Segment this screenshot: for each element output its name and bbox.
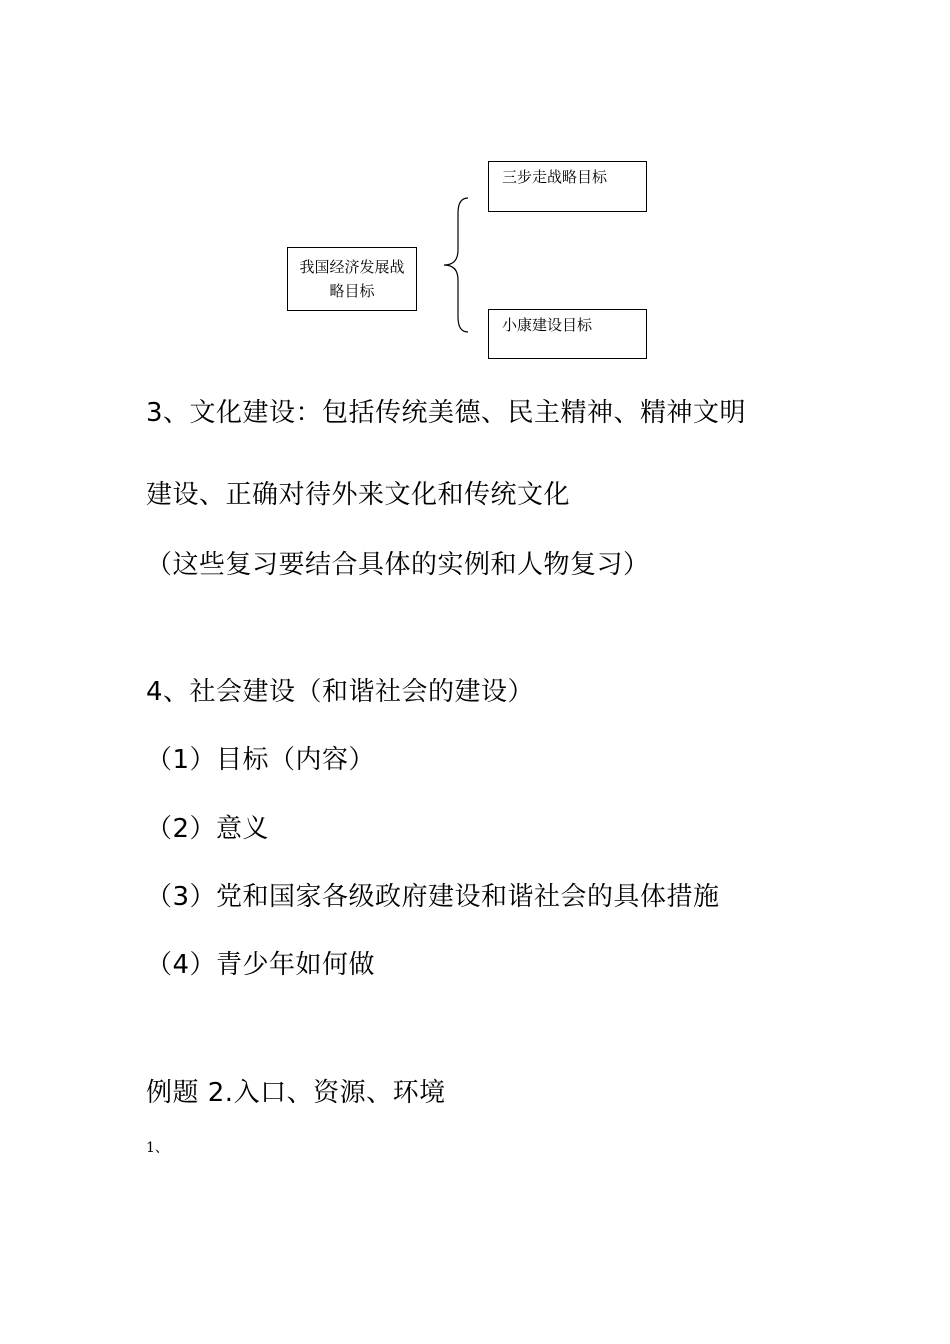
section4-item-1: （1）目标（内容） bbox=[146, 745, 376, 775]
diagram-branch-label-2: 小康建设目标 bbox=[502, 316, 593, 334]
example-title: 例题 2.入口、资源、环境 bbox=[146, 1078, 446, 1108]
section3-note: （这些复习要结合具体的实例和人物复习） bbox=[146, 550, 650, 580]
diagram-root-label: 我国经济发展战略目标 bbox=[299, 258, 405, 300]
section3-line2: 建设、正确对待外来文化和传统文化 bbox=[146, 480, 571, 510]
diagram-branch-box-2 bbox=[488, 309, 647, 359]
example-item-1: 1、 bbox=[146, 1140, 169, 1156]
section4-item-4: （4）青少年如何做 bbox=[146, 950, 376, 980]
section4-title: 4、社会建设（和谐社会的建设） bbox=[146, 677, 535, 707]
diagram-branch-box-1 bbox=[488, 161, 647, 212]
section4-item-3: （3）党和国家各级政府建设和谐社会的具体措施 bbox=[146, 882, 720, 912]
diagram-branch-label-1: 三步走战略目标 bbox=[502, 168, 608, 186]
section3-line1: 3、文化建设：包括传统美德、民主精神、精神文明 bbox=[146, 398, 747, 428]
section4-item-2: （2）意义 bbox=[146, 814, 270, 844]
brace-icon bbox=[440, 195, 470, 335]
diagram-root-box bbox=[287, 247, 417, 311]
